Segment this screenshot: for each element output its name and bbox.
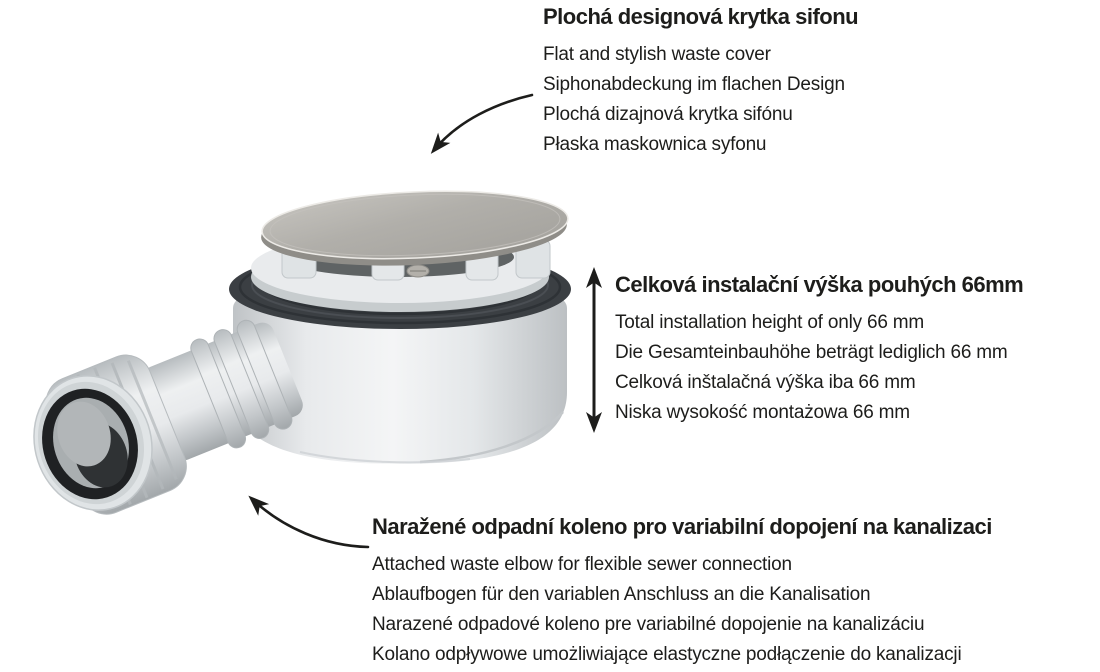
waste-elbow-pipe: [17, 299, 315, 526]
center-screw-icon: [407, 265, 429, 277]
annotation-height-line-de: Die Gesamteinbauhöhe beträgt lediglich 66 mm: [615, 342, 1008, 363]
annotation-elbow-line-sk: Narazené odpadové koleno pre variabilné dopojenie na kanalizáciu: [372, 614, 925, 635]
annotation-height-heading: Celková instalační výška pouhých 66mm: [615, 272, 1024, 297]
annotation-elbow-heading: Naražené odpadní koleno pro variabilní dopojení na kanalizaci: [372, 514, 992, 539]
annotation-elbow: [372, 514, 992, 670]
annotation-elbow-line-pl: Kolano odpływowe umożliwiające elastyczne podłączenie do kanalizacji: [372, 644, 962, 665]
annotation-cover: [543, 4, 858, 160]
annotation-height: [615, 272, 1023, 428]
annotation-cover-heading: Plochá designová krytka sifonu: [543, 4, 859, 29]
annotation-elbow-line-en: Attached waste elbow for flexible sewer connection: [372, 554, 792, 575]
annotation-height-line-sk: Celková inštalačná výška iba 66 mm: [615, 372, 916, 393]
siphon-product: [17, 185, 571, 525]
annotation-cover-line-en: Flat and stylish waste cover: [543, 44, 771, 65]
annotation-cover-line-pl: Płaska maskownica syfonu: [543, 134, 767, 155]
annotation-elbow-line-de: Ablaufbogen für den variablen Anschluss an die Kanalisation: [372, 584, 871, 605]
annotation-cover-line-de: Siphonabdeckung im flachen Design: [543, 74, 845, 95]
curved-arrow-to-elbow: [252, 499, 368, 547]
annotation-height-line-en: Total installation height of only 66 mm: [615, 312, 925, 333]
annotation-height-line-pl: Niska wysokość montażowa 66 mm: [615, 402, 910, 423]
annotation-cover-line-sk: Plochá dizajnová krytka sifónu: [543, 104, 793, 125]
curved-arrow-to-cover: [434, 95, 532, 150]
